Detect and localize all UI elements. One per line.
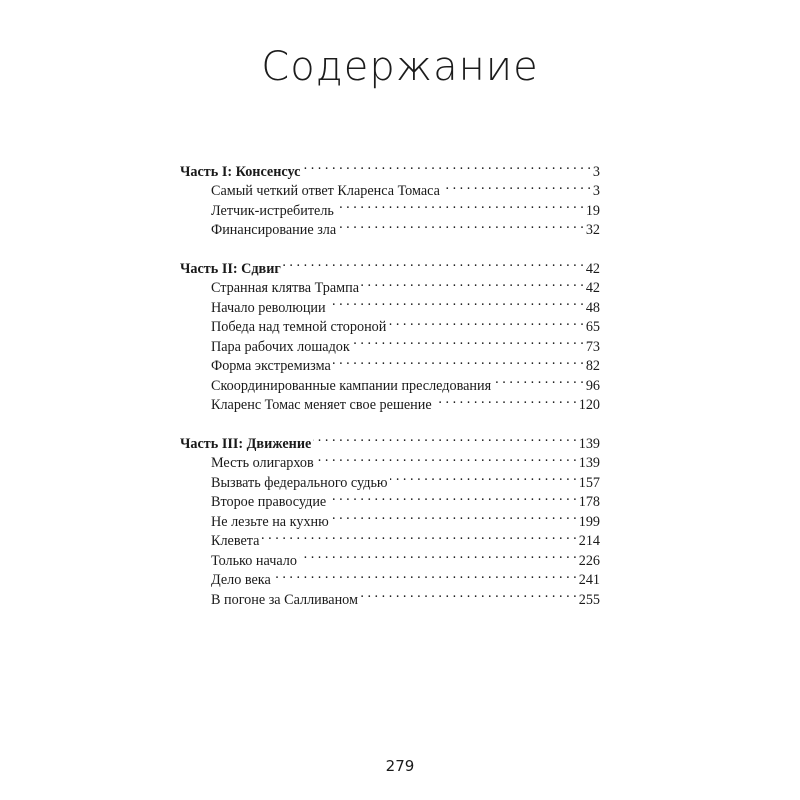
dot-leader <box>338 215 584 235</box>
dot-leader <box>299 545 577 565</box>
toc-page-number: 139 <box>578 455 600 471</box>
toc-page-number: 65 <box>585 319 600 335</box>
toc-chapter-title: Кларенс Томас меняет свое решение <box>211 397 432 413</box>
toc-page-number: 96 <box>585 377 600 394</box>
toc-chapter-title: Дело века <box>211 572 271 588</box>
dot-leader <box>273 565 577 585</box>
toc-page-number: 241 <box>578 572 600 588</box>
dot-leader <box>493 370 584 390</box>
dot-leader <box>361 273 584 293</box>
dot-leader <box>302 156 590 176</box>
dot-leader <box>388 312 583 332</box>
toc-chapter-title: Второе правосудие <box>211 494 327 510</box>
toc-page-number: 157 <box>578 474 600 491</box>
toc-chapter-title: Финансирование зла <box>211 222 337 238</box>
toc-part-title: Часть I: Консенсус <box>180 163 301 180</box>
toc-chapter-title: В погоне за Салливаном <box>211 591 358 608</box>
toc-chapter-title: Месть олигархов <box>211 455 314 471</box>
toc-page-number: 120 <box>578 397 600 413</box>
toc-chapter-title: Самый четкий ответ Кларенса Томаса <box>211 183 440 199</box>
toc-part-3 <box>180 428 600 608</box>
dot-leader <box>316 448 577 468</box>
toc-page-number: 3 <box>592 163 600 180</box>
toc-part-heading <box>180 253 600 277</box>
toc-page-number: 19 <box>585 202 600 219</box>
toc-part-2 <box>180 253 600 413</box>
dot-leader <box>331 506 577 526</box>
toc-page-number: 32 <box>585 222 600 238</box>
dot-leader <box>283 253 584 273</box>
toc-chapter-title: Летчик-истребитель <box>211 202 334 219</box>
dot-leader <box>328 292 584 312</box>
toc-chapter-title: Победа над темной стороной <box>211 319 387 335</box>
toc-chapter-title: Клевета <box>211 533 260 549</box>
toc-part-heading <box>180 428 600 452</box>
toc-part-title: Часть II: Сдвиг <box>180 260 281 277</box>
dot-leader <box>313 428 576 448</box>
dot-leader <box>434 390 577 410</box>
toc-page-number: 42 <box>585 280 600 296</box>
toc-page-number: 214 <box>578 533 600 549</box>
toc-chapter-title: Странная клятва Трампа <box>211 280 360 296</box>
toc-page-number: 42 <box>585 260 600 277</box>
toc-page-number: 178 <box>578 494 600 510</box>
toc-chapter-title: Начало революции <box>211 299 326 316</box>
dot-leader <box>442 176 591 196</box>
toc-page-number: 73 <box>585 338 600 355</box>
page-title: Содержание <box>261 44 539 90</box>
dot-leader <box>328 487 576 507</box>
toc-page-number: 226 <box>578 552 600 569</box>
dot-leader <box>333 351 584 371</box>
toc-part-title: Часть III: Движение <box>180 435 312 452</box>
toc-page-number: 82 <box>585 358 600 374</box>
toc-chapter-title: Пара рабочих лошадок <box>211 338 350 355</box>
page-number: 279 <box>385 757 415 775</box>
toc-page-number: 139 <box>578 435 600 452</box>
dot-leader <box>390 467 577 487</box>
toc-page-number: 255 <box>578 591 600 608</box>
dot-leader <box>352 331 584 351</box>
toc-page-number: 199 <box>578 513 600 530</box>
table-of-contents <box>180 156 600 623</box>
toc-chapter-title: Только начало <box>211 552 297 569</box>
toc-part-1 <box>180 156 600 238</box>
dot-leader <box>360 584 577 604</box>
toc-page-number: 48 <box>585 299 600 316</box>
dot-leader <box>336 195 584 215</box>
dot-leader <box>261 526 576 546</box>
toc-chapter-title: Скоординированные кампании преследования <box>211 377 492 394</box>
toc-chapter-title: Форма экстремизма <box>211 358 331 374</box>
toc-part-heading <box>180 156 600 180</box>
toc-chapter-title: Вызвать федерального судью <box>211 474 388 491</box>
toc-chapter-title: Не лезьте на кухню <box>211 513 329 530</box>
toc-page-number: 3 <box>592 183 600 199</box>
